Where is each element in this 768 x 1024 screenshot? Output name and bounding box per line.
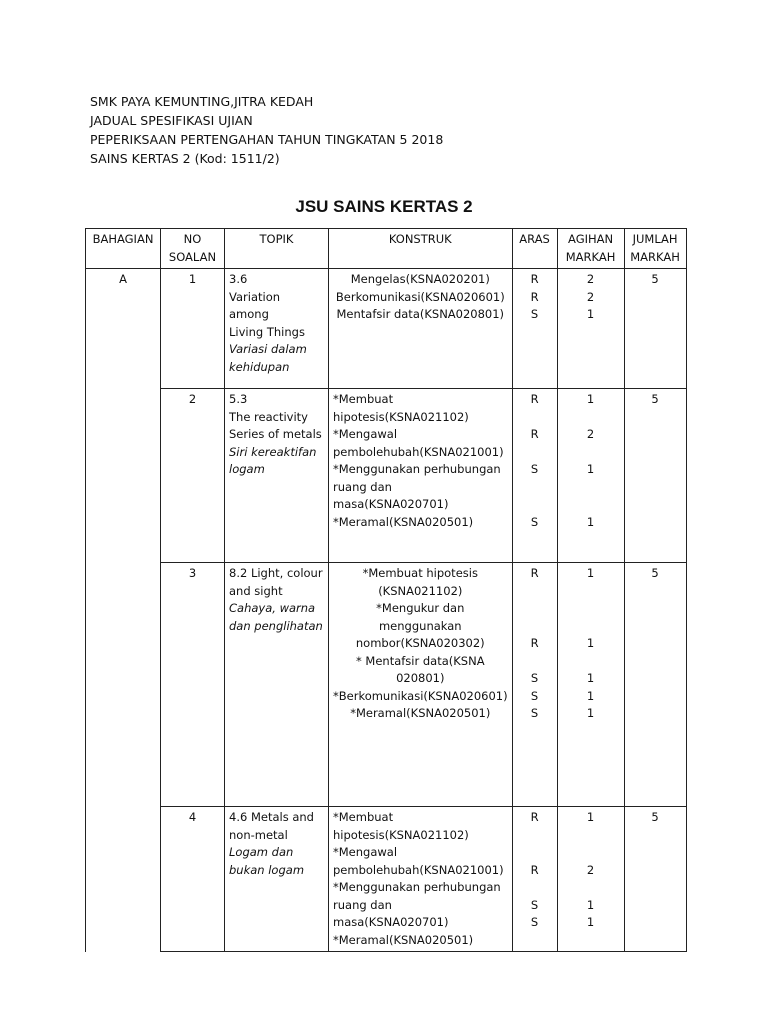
exam-name: PEPERIKSAAN PERTENGAHAN TAHUN TINGKATAN 5 2018 xyxy=(90,132,444,147)
document-header xyxy=(90,92,443,168)
aras-line xyxy=(517,409,553,427)
header-konstruk: KONSTRUK xyxy=(329,229,513,269)
agihan-line: 1 xyxy=(586,671,595,685)
aras-line: S xyxy=(530,688,539,703)
aras-line: S xyxy=(530,671,539,685)
topik-ms-line: bukan logam xyxy=(229,862,305,877)
konstruk-line: pembolehubah(KSNA021001) xyxy=(333,862,504,877)
bahagian-cell: A xyxy=(86,269,161,952)
topik-en-line: The reactivity xyxy=(229,409,308,424)
header-aras: ARAS xyxy=(512,229,557,269)
topik-ms-line: Cahaya, warna xyxy=(229,601,316,615)
konstruk-line: *Berkomunikasi(KSNA020601) xyxy=(333,688,508,703)
aras-line xyxy=(517,618,553,636)
topik-ms-line: Logam dan xyxy=(229,845,294,859)
no-soalan-cell: 4 xyxy=(161,807,225,952)
konstruk-cell xyxy=(329,389,513,563)
aras-line xyxy=(517,844,553,862)
agihan-line xyxy=(562,618,620,636)
agihan-line xyxy=(562,479,620,497)
topik-en-line: 8.2 Light, colour xyxy=(229,566,323,580)
topik-en-line: 5.3 xyxy=(229,392,248,406)
konstruk-line: Berkomunikasi(KSNA020601) xyxy=(335,289,505,304)
table-row xyxy=(86,269,687,389)
aras-line: S xyxy=(530,514,539,529)
agihan-line: 1 xyxy=(586,566,595,580)
aras-line: S xyxy=(530,307,539,321)
table-row xyxy=(86,807,687,952)
konstruk-line: pembolehubah(KSNA021001) xyxy=(333,444,504,459)
topik-ms-line: dan penglihatan xyxy=(229,618,323,633)
agihan-line: 1 xyxy=(586,462,595,476)
konstruk-line: *Meramal(KSNA020501) xyxy=(333,514,474,529)
konstruk-line: hipotesis(KSNA021102) xyxy=(333,409,469,424)
document-type: JADUAL SPESIFIKASI UJIAN xyxy=(90,113,253,128)
page-title: JSU SAINS KERTAS 2 xyxy=(295,197,473,216)
aras-line: R xyxy=(530,392,539,406)
agihan-line: 1 xyxy=(586,915,595,929)
aras-line: R xyxy=(530,289,539,304)
header-jumlah-markah: JUMLAH MARKAH xyxy=(624,229,686,269)
header-bahagian: BAHAGIAN xyxy=(86,229,161,269)
konstruk-cell xyxy=(329,269,513,389)
topik-cell xyxy=(225,389,329,563)
aras-line: R xyxy=(530,810,539,824)
agihan-line: 1 xyxy=(586,307,595,321)
agihan-line xyxy=(562,879,620,897)
aras-line xyxy=(517,444,553,462)
topik-ms-line: logam xyxy=(229,462,265,476)
agihan-line: 1 xyxy=(586,392,595,406)
konstruk-line: *Mengawal xyxy=(333,845,398,859)
konstruk-cell xyxy=(329,807,513,952)
topik-en-line: 3.6 xyxy=(229,272,248,286)
agihan-markah-cell xyxy=(557,807,624,952)
agihan-line: 2 xyxy=(586,427,595,441)
agihan-line: 2 xyxy=(586,862,595,877)
aras-line: S xyxy=(530,897,539,912)
aras-line: S xyxy=(530,915,539,929)
aras-line: R xyxy=(530,862,539,877)
konstruk-line: *Membuat xyxy=(333,392,394,406)
konstruk-line: *Mengawal xyxy=(333,427,398,441)
jumlah-markah-cell: 5 xyxy=(624,389,686,563)
aras-line xyxy=(517,479,553,497)
jumlah-markah-cell: 5 xyxy=(624,807,686,952)
table-header-row xyxy=(86,229,687,269)
konstruk-line: nombor(KSNA020302) xyxy=(355,636,485,650)
aras-cell xyxy=(512,807,557,952)
topik-cell xyxy=(225,269,329,389)
table-row xyxy=(86,389,687,563)
aras-line: S xyxy=(530,706,539,720)
header-agihan-markah: AGIHAN MARKAH xyxy=(557,229,624,269)
aras-line: R xyxy=(530,272,539,286)
topik-cell xyxy=(225,563,329,807)
topik-en-line: Living Things xyxy=(229,324,305,339)
aras-cell xyxy=(512,389,557,563)
aras-line xyxy=(517,583,553,601)
aras-line xyxy=(517,600,553,618)
no-soalan-cell: 2 xyxy=(161,389,225,563)
agihan-line xyxy=(562,409,620,427)
agihan-line xyxy=(562,444,620,462)
topik-ms-line: Variasi dalam xyxy=(229,342,307,356)
topik-ms-line: Siri kereaktifan xyxy=(229,444,317,459)
aras-line: R xyxy=(530,636,539,650)
agihan-line xyxy=(562,600,620,618)
specification-table xyxy=(85,228,687,952)
school-name: SMK PAYA KEMUNTING,JITRA KEDAH xyxy=(90,94,314,109)
agihan-line xyxy=(562,827,620,845)
agihan-line xyxy=(562,496,620,514)
agihan-line: 1 xyxy=(586,688,595,703)
konstruk-cell xyxy=(329,563,513,807)
agihan-line: 2 xyxy=(586,272,595,286)
konstruk-line: * Mentafsir data(KSNA xyxy=(356,653,485,668)
agihan-line: 1 xyxy=(586,810,595,824)
konstruk-line: ruang dan masa(KSNA020701) xyxy=(333,479,449,511)
konstruk-line: menggunakan xyxy=(378,618,462,633)
konstruk-line: *Menggunakan perhubungan xyxy=(333,462,501,476)
topik-en-line: among xyxy=(229,307,269,321)
topik-en-line: Series of metals xyxy=(229,427,322,441)
header-no-soalan: NO SOALAN xyxy=(161,229,225,269)
agihan-markah-cell xyxy=(557,269,624,389)
aras-line xyxy=(517,496,553,514)
table-row xyxy=(86,563,687,807)
topik-en-line: Variation xyxy=(229,289,281,304)
aras-line: R xyxy=(530,427,539,441)
no-soalan-cell: 1 xyxy=(161,269,225,389)
aras-cell xyxy=(512,563,557,807)
jumlah-markah-cell: 5 xyxy=(624,269,686,389)
agihan-line xyxy=(562,583,620,601)
konstruk-line: 020801) xyxy=(396,671,445,685)
aras-cell xyxy=(512,269,557,389)
topik-en-line: non-metal xyxy=(229,827,288,842)
agihan-markah-cell xyxy=(557,563,624,807)
agihan-line: 2 xyxy=(586,289,595,304)
aras-line xyxy=(517,653,553,671)
agihan-line: 1 xyxy=(586,514,595,529)
agihan-line: 1 xyxy=(586,636,595,650)
agihan-line: 1 xyxy=(586,706,595,720)
topik-en-line: 4.6 Metals and xyxy=(229,810,314,824)
konstruk-line: *Mengukur dan xyxy=(376,601,465,615)
konstruk-line: *Membuat xyxy=(333,810,394,824)
konstruk-line: *Meramal(KSNA020501) xyxy=(333,932,474,947)
konstruk-line: Mentafsir data(KSNA020801) xyxy=(336,307,505,321)
konstruk-line: Mengelas(KSNA020201) xyxy=(350,272,490,286)
agihan-line xyxy=(562,653,620,671)
aras-line: R xyxy=(530,566,539,580)
header-topik: TOPIK xyxy=(225,229,329,269)
konstruk-line: *Menggunakan perhubungan xyxy=(333,880,501,894)
konstruk-line: (KSNA021102) xyxy=(378,583,463,598)
topik-ms-line: kehidupan xyxy=(229,359,290,374)
konstruk-line: ruang dan masa(KSNA020701) xyxy=(333,897,449,929)
aras-line: S xyxy=(530,462,539,476)
konstruk-line: *Meramal(KSNA020501) xyxy=(350,706,491,720)
no-soalan-cell: 3 xyxy=(161,563,225,807)
agihan-line xyxy=(562,844,620,862)
agihan-markah-cell xyxy=(557,389,624,563)
topik-cell xyxy=(225,807,329,952)
aras-line xyxy=(517,879,553,897)
aras-line xyxy=(517,827,553,845)
konstruk-line: hipotesis(KSNA021102) xyxy=(333,827,469,842)
topik-en-line: and sight xyxy=(229,583,283,598)
agihan-line: 1 xyxy=(586,897,595,912)
jumlah-markah-cell: 5 xyxy=(624,563,686,807)
paper-code: SAINS KERTAS 2 (Kod: 1511/2) xyxy=(90,151,280,166)
konstruk-line: *Membuat hipotesis xyxy=(362,566,478,580)
